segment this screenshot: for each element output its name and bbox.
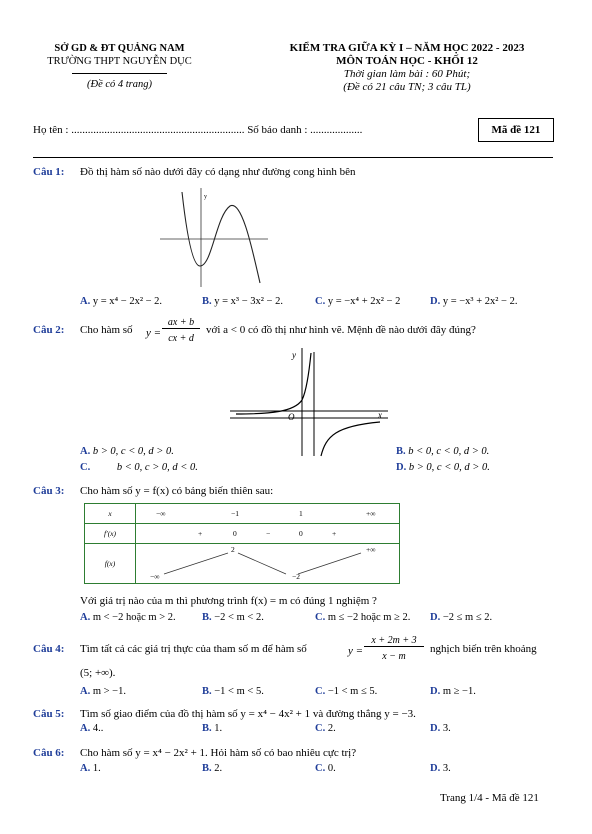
q4-option-a[interactable]: A. m > −1. <box>80 686 126 697</box>
q3-row-f-label: f(x) <box>85 544 136 584</box>
q2-option-d[interactable]: D. b > 0, c < 0, d > 0. <box>396 462 490 473</box>
q3-text: Cho hàm số y = f(x) có bảng biến thiên sau: <box>80 485 274 497</box>
page-count: (Đề có 4 trang) <box>86 79 153 90</box>
q4-option-b[interactable]: B. −1 < m < 5. <box>202 686 264 697</box>
q3-fp-sign-0: + <box>198 529 203 538</box>
q1-option-b[interactable]: B. y = x³ − 3x² − 2. <box>202 296 283 307</box>
q3-text2: Với giá trị nào của m thì phương trình f(x) = m có đúng 1 nghiệm ? <box>80 595 377 607</box>
q3-option-d[interactable]: D. −2 ≤ m ≤ 2. <box>430 612 493 623</box>
q4-option-c[interactable]: C. −1 < m ≤ 5. <box>315 686 378 697</box>
q3-fp-sign-1: − <box>266 529 271 538</box>
q1-option-a[interactable]: A. y = x⁴ − 2x² − 2. <box>80 296 163 307</box>
q6-option-d[interactable]: D. 3. <box>430 763 451 774</box>
q5-option-c[interactable]: C. 2. <box>315 723 336 734</box>
q5-option-b[interactable]: B. 1. <box>202 723 223 734</box>
q2-denominator: cx + d <box>168 333 194 344</box>
q4-numerator: x + 2m + 3 <box>364 635 424 647</box>
q1-curve <box>182 192 260 283</box>
exam-time: Thời gian làm bài : 60 Phút; <box>343 68 471 80</box>
q6-text: Cho hàm số y = x⁴ − 2x² + 1. Hỏi hàm số có bao nhiêu cực trị? <box>80 747 357 759</box>
q3-variation-arrows <box>136 544 400 584</box>
q4-label: Câu 4: <box>33 643 65 655</box>
q2-option-b[interactable]: B. b < 0, c < 0, d > 0. <box>396 446 490 457</box>
q4-interval: (5; +∞). <box>80 667 116 679</box>
q1-option-d[interactable]: D. y = −x³ + 2x² − 2. <box>430 296 518 307</box>
exam-structure: (Đề có 21 câu TN; 3 câu TL) <box>343 81 471 93</box>
q3-x-val-3: +∞ <box>366 509 376 518</box>
header-right <box>262 42 552 94</box>
q3-option-c[interactable]: C. m ≤ −2 hoặc m ≥ 2. <box>315 612 411 623</box>
q3-fp-zero-0: 0 <box>233 529 237 538</box>
q1-graph <box>160 188 270 288</box>
q6-option-a[interactable]: A. 1. <box>80 763 101 774</box>
q3-arrow-down <box>238 553 286 574</box>
q3-fp-sign-2: + <box>332 529 337 538</box>
q4-text-b: nghịch biến trên khoảng <box>430 643 537 655</box>
q3-fp-zero-1: 0 <box>299 529 303 538</box>
q3-x-val-1: −1 <box>231 509 239 518</box>
q3-f-val-1: 2 <box>231 545 235 554</box>
page-footer: Trang 1/4 - Mã đề 121 <box>440 792 539 804</box>
q3-f-val-0: −∞ <box>150 572 160 581</box>
q2-graph <box>230 348 390 458</box>
q2-label: Câu 2: <box>33 324 65 336</box>
q3-label: Câu 3: <box>33 485 65 497</box>
q6-option-b[interactable]: B. 2. <box>202 763 223 774</box>
q5-option-a[interactable]: A. 4.. <box>80 723 104 734</box>
q4-denominator: x − m <box>382 651 406 662</box>
q6-label: Câu 6: <box>33 747 65 759</box>
q2-text-a: Cho hàm số <box>80 324 133 336</box>
q2-origin-label: O <box>288 412 295 422</box>
q3-variation-table <box>84 503 400 584</box>
q2-option-c[interactable]: C. b < 0, c > 0, d < 0. <box>80 462 198 473</box>
q3-f-val-3: +∞ <box>366 545 376 554</box>
q2-y-eq: y = <box>146 327 162 339</box>
q2-y-label: y <box>292 350 296 360</box>
q1-option-c[interactable]: C. y = −x⁴ + 2x² − 2 <box>315 296 401 307</box>
q4-text-a: Tìm tất cả các giá trị thực của tham số m để hàm số <box>80 643 307 655</box>
q2-option-a[interactable]: A. b > 0, c < 0, d > 0. <box>80 446 174 457</box>
header-divider <box>72 73 167 74</box>
q3-row-x-label: x <box>85 504 136 524</box>
q3-row-fp-label: f′(x) <box>85 524 136 544</box>
q3-f-val-2: −2 <box>292 572 300 581</box>
q1-label: Câu 1: <box>33 166 65 178</box>
exam-subject: MÔN TOÁN HỌC - KHỐI 12 <box>336 55 478 67</box>
q3-x-val-0: −∞ <box>156 509 166 518</box>
q2-text-b: với a < 0 có đồ thị như hình vẽ. Mệnh đề nào dưới đây đúng? <box>206 324 476 336</box>
q2-x-label: x <box>378 410 382 420</box>
q5-text: Tìm số giao điểm của đồ thị hàm số y = x⁴ − 4x² + 1 và đường thẳng y = −3. <box>80 708 416 720</box>
header-left <box>32 42 207 91</box>
department: SỞ GD & ĐT QUẢNG NAM <box>54 43 185 54</box>
q3-option-b[interactable]: B. −2 < m < 2. <box>202 612 264 623</box>
q5-label: Câu 5: <box>33 708 65 720</box>
q6-option-c[interactable]: C. 0. <box>315 763 336 774</box>
name-line: Họ tên : ............................................................... Số báo danh : ................... <box>33 124 363 136</box>
exam-code-box: Mã đề 121 <box>478 118 554 142</box>
q4-option-d[interactable]: D. m ≥ −1. <box>430 686 476 697</box>
q3-x-val-2: 1 <box>299 509 303 518</box>
q3-arrow-up-2 <box>298 553 361 574</box>
q5-option-d[interactable]: D. 3. <box>430 723 451 734</box>
q3-arrow-up-1 <box>164 553 228 574</box>
q2-numerator: ax + b <box>162 317 200 329</box>
q2-curve-left <box>236 353 311 414</box>
q1-y-label: y <box>204 194 207 200</box>
q2-curve-right <box>321 422 380 456</box>
header-rule <box>33 157 553 158</box>
q4-y-eq: y = <box>348 645 364 657</box>
exam-title: KIỂM TRA GIỮA KỲ I – NĂM HỌC 2022 - 2023 <box>289 42 525 54</box>
q1-text: Đồ thị hàm số nào dưới đây có dạng như đường cong hình bên <box>80 166 356 178</box>
school-name: TRƯỜNG THPT NGUYỄN DỤC <box>47 56 192 67</box>
q3-option-a[interactable]: A. m < −2 hoặc m > 2. <box>80 612 176 623</box>
